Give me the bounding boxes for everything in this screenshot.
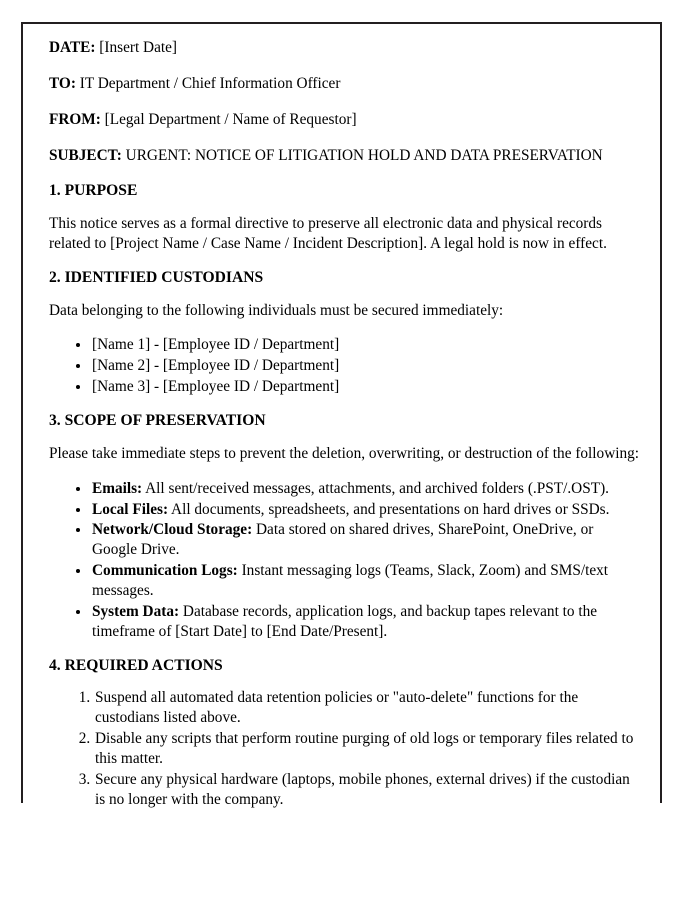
list-item-text: Data stored on shared drives, SharePoint, OneDrive, or Google Drive.	[92, 521, 594, 559]
list-item-lead: Local Files:	[92, 500, 169, 518]
section-paragraph-custodians: Data belonging to the following individuals must be secured immediately:	[49, 301, 504, 319]
list-item: 2. Disable any scripts that perform routine purging of old logs or temporary files related to this matter.	[94, 729, 640, 769]
list-item	[91, 520, 640, 560]
list-item-text: All documents, spreadsheets, and presentations on hard drives or SSDs.	[168, 500, 610, 518]
list-item: • [Name 3] - [Employee ID / Department]	[91, 377, 640, 397]
meta-label-subject: SUBJECT:	[49, 147, 122, 165]
meta-value-from: [Legal Department / Name of Requestor]	[104, 111, 357, 129]
section-heading-custodians: 2. IDENTIFIED CUSTODIANS	[49, 268, 264, 286]
list-item: 1. Suspend all automated data retention policies or "auto-delete" functions for the custodians listed above.	[94, 688, 640, 728]
section-paragraph-purpose: This notice serves as a formal directive to preserve all electronic data and physical records related to [Project Name / Case Name / Incident Description]. A legal hold is now in effect.	[49, 215, 607, 253]
meta-line-date	[49, 38, 640, 57]
list-item	[91, 479, 640, 499]
document-body	[49, 38, 640, 825]
list-item	[91, 561, 640, 601]
list-item-text: Instant messaging logs (Teams, Slack, Zoom) and SMS/text messages.	[92, 562, 609, 600]
list-item-lead: Emails:	[92, 479, 143, 497]
meta-line-from	[49, 110, 640, 129]
section-heading-actions: 4. REQUIRED ACTIONS	[49, 656, 223, 674]
meta-value-date: [Insert Date]	[99, 39, 178, 56]
list-item-lead: Network/Cloud Storage:	[92, 521, 253, 539]
meta-value-to: IT Department / Chief Information Officer	[79, 75, 341, 93]
list-item-lead: Communication Logs:	[92, 562, 238, 580]
list-item: • [Name 1] - [Employee ID / Department]	[91, 335, 640, 355]
scope-list	[49, 479, 640, 642]
section-paragraph-scope: Please take immediate steps to prevent the deletion, overwriting, or destruction of the following:	[49, 444, 640, 462]
meta-line-subject	[49, 146, 640, 165]
list-item: 3. Secure any physical hardware (laptops, mobile phones, external drives) if the custodian is no longer with the company.	[94, 770, 640, 810]
list-item	[91, 602, 640, 642]
list-item-lead: System Data:	[92, 602, 180, 620]
meta-label-to: TO:	[49, 75, 76, 93]
actions-list	[49, 688, 640, 809]
list-item-text: Database records, application logs, and backup tapes relevant to the timeframe of [Start Date] to [End Date/Present].	[92, 602, 598, 640]
section-heading-purpose: 1. PURPOSE	[49, 182, 138, 200]
list-item	[91, 500, 640, 520]
custodians-list	[49, 335, 640, 397]
document-page-frame	[21, 22, 662, 808]
list-item-text: All sent/received messages, attachments, and archived folders (.PST/.OST).	[142, 479, 609, 497]
meta-label-from: FROM:	[49, 111, 101, 129]
meta-value-subject: URGENT: NOTICE OF LITIGATION HOLD AND DATA PRESERVATION	[125, 147, 603, 165]
section-heading-scope: 3. SCOPE OF PRESERVATION	[49, 412, 266, 430]
meta-label-date: DATE:	[49, 39, 96, 56]
meta-line-to	[49, 74, 640, 93]
list-item: • [Name 2] - [Employee ID / Department]	[91, 356, 640, 376]
